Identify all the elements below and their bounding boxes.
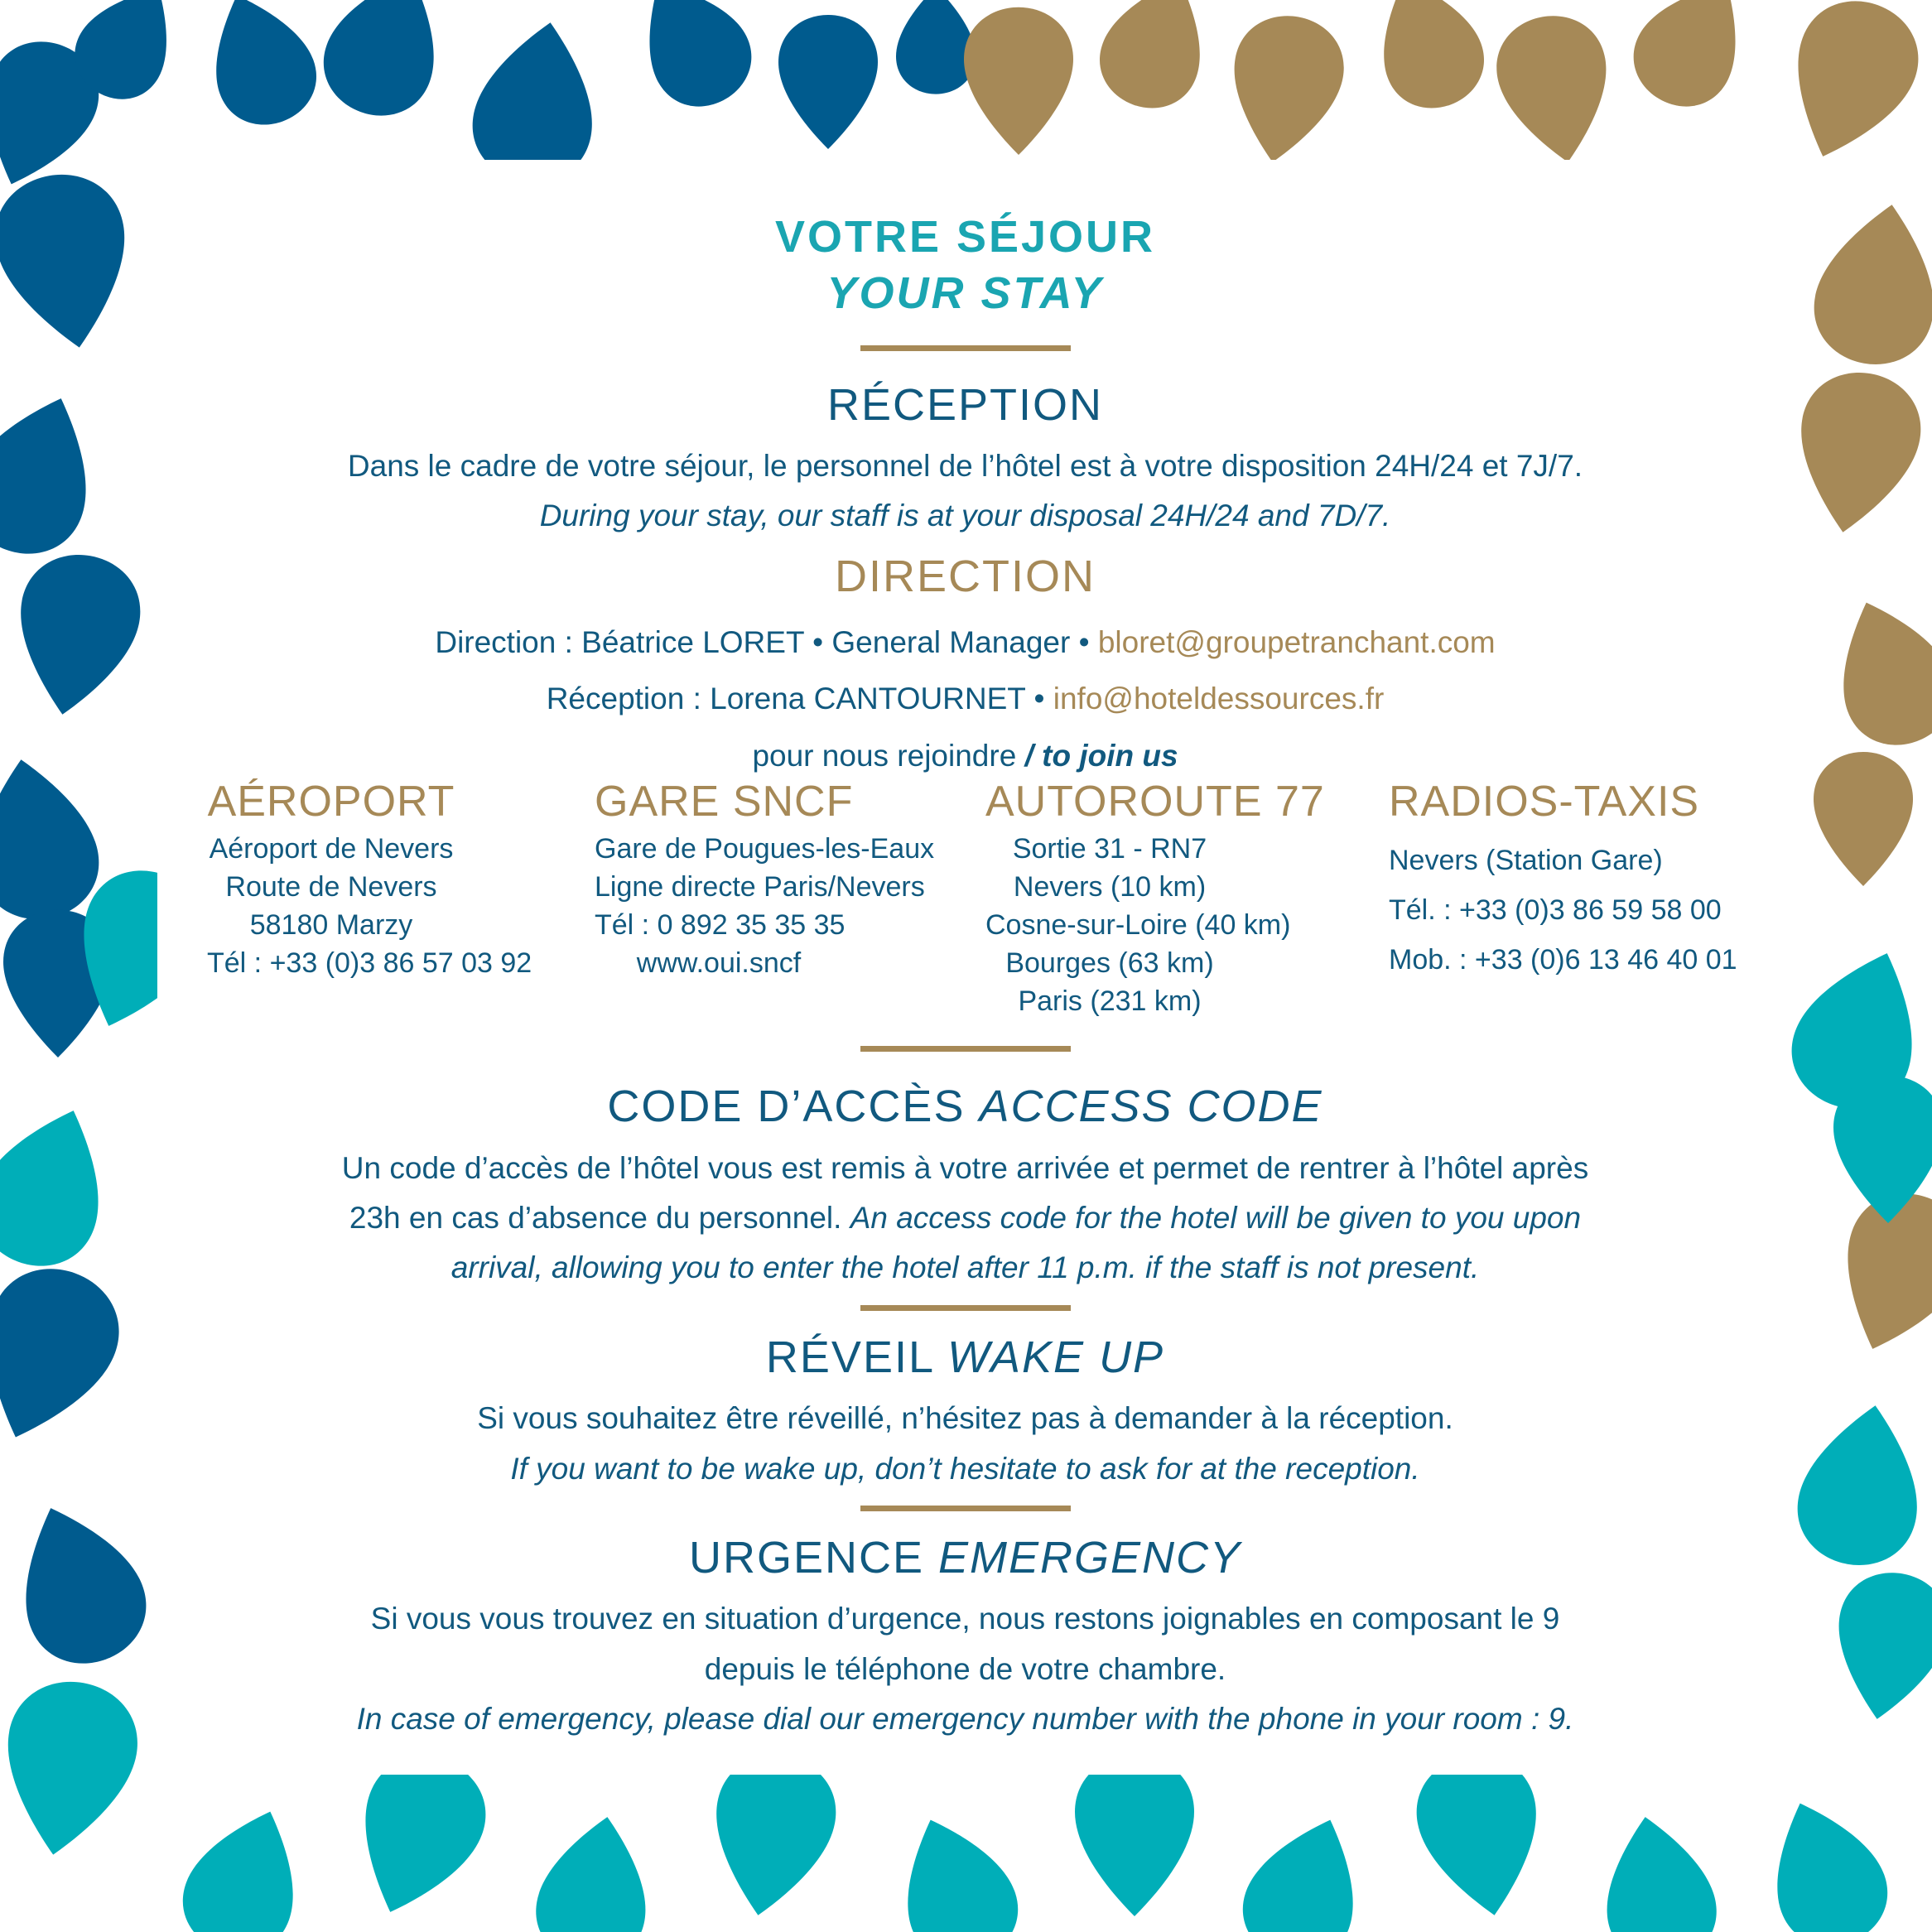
emergency-line-2: depuis le téléphone de votre chambre. [704,1652,1226,1686]
direction-manager-text: Direction : Béatrice LORET • General Manager • [435,625,1090,659]
direction-line-2 [157,674,1773,724]
emergency-text-en: In case of emergency, please dial our emergency number with the phone in your room : 9. [356,1702,1574,1736]
airport-line: Aéroport de Nevers [209,833,454,865]
wake-up-text-fr: Si vous souhaitez être réveillé, n’hésitez pas à demander à la réception. [477,1401,1453,1435]
taxis-line: Mob. : +33 (0)6 13 46 40 01 [1389,944,1737,976]
emergency-title-fr: URGENCE [688,1533,924,1583]
direction-line-1 [157,618,1773,667]
reception-text-en: During your stay, our staff is at your disposal 24H/24 and 7D/7. [539,499,1391,532]
column-airport [207,777,532,982]
join-us-fr: pour nous rejoindre [752,739,1017,773]
access-code-title-en: ACCESS CODE [979,1082,1323,1131]
column-taxis [1389,777,1737,979]
emergency-title-en: EMERGENCY [938,1533,1242,1583]
column-train-station [595,777,935,982]
divider [860,1305,1071,1311]
direction-reception-text: Réception : Lorena CANTOURNET • [546,682,1045,715]
page-title-fr: VOTRE SÉJOUR [774,212,1156,262]
wake-up-title [157,1332,1773,1383]
airport-title: AÉROPORT [207,778,455,826]
divider [860,1046,1071,1052]
access-code-text-fr: 23h en cas d’absence du personnel. [349,1201,842,1235]
divider [860,345,1071,351]
access-code-title-fr: CODE D’ACCÈS [607,1082,966,1131]
emergency-line-1: Si vous vous trouvez en situation d’urgence, nous restons joignables en composant le 9 [370,1602,1560,1636]
page-title-en: YOUR STAY [826,268,1104,318]
highway-title: AUTOROUTE 77 [985,778,1325,826]
direction-title: DIRECTION [835,552,1096,601]
access-code-line-2 [157,1193,1773,1243]
wake-up-title-en: WAKE UP [947,1332,1165,1382]
access-code-title [157,1081,1773,1132]
highway-line: Sortie 31 - RN7 [1012,833,1207,865]
taxis-title: RADIOS-TAXIS [1389,778,1700,826]
train-station-line: Tél : 0 892 35 35 35 [595,909,846,941]
sncf-website-link[interactable]: www.oui.sncf [636,947,802,979]
highway-line: Bourges (63 km) [1005,947,1214,979]
reception-text-fr: Dans le cadre de votre séjour, le personnel de l’hôtel est à votre disposition 24H/24 et 7J/7. [347,449,1583,483]
reception-email-link[interactable]: info@hoteldessources.fr [1053,682,1385,715]
divider [860,1506,1071,1511]
manager-email-link[interactable]: bloret@groupetranchant.com [1097,625,1496,659]
access-code-line-1: Un code d’accès de l’hôtel vous est remis à votre arrivée et permet de rentrer à l’hôtel après [341,1151,1589,1185]
taxis-line: Nevers (Station Gare) [1389,845,1663,876]
train-station-line: Ligne directe Paris/Nevers [595,871,925,903]
content-panel [157,160,1773,1775]
taxis-line: Tél. : +33 (0)3 86 59 58 00 [1389,894,1722,926]
join-us-en: / to join us [1024,739,1178,773]
join-us-line [157,731,1773,781]
access-code-text-en: An access code for the hotel will be given to you upon [850,1201,1582,1235]
train-station-line: Gare de Pougues-les-Eaux [595,833,935,865]
airport-line: 58180 Marzy [249,909,413,941]
wake-up-title-fr: RÉVEIL [765,1332,933,1382]
emergency-title [157,1532,1773,1583]
column-highway [985,777,1325,1020]
airport-line: Route de Nevers [225,871,437,903]
highway-line: Cosne-sur-Loire (40 km) [985,909,1291,941]
access-code-line-3: arrival, allowing you to enter the hotel after 11 p.m. if the staff is not present. [450,1250,1480,1284]
train-station-title: GARE SNCF [595,778,854,826]
airport-line: Tél : +33 (0)3 86 57 03 92 [207,947,532,979]
highway-line: Nevers (10 km) [1013,871,1207,903]
wake-up-text-en: If you want to be wake up, don’t hesitate to ask for at the reception. [510,1452,1420,1486]
highway-line: Paris (231 km) [1018,985,1202,1017]
reception-title: RÉCEPTION [826,380,1104,430]
